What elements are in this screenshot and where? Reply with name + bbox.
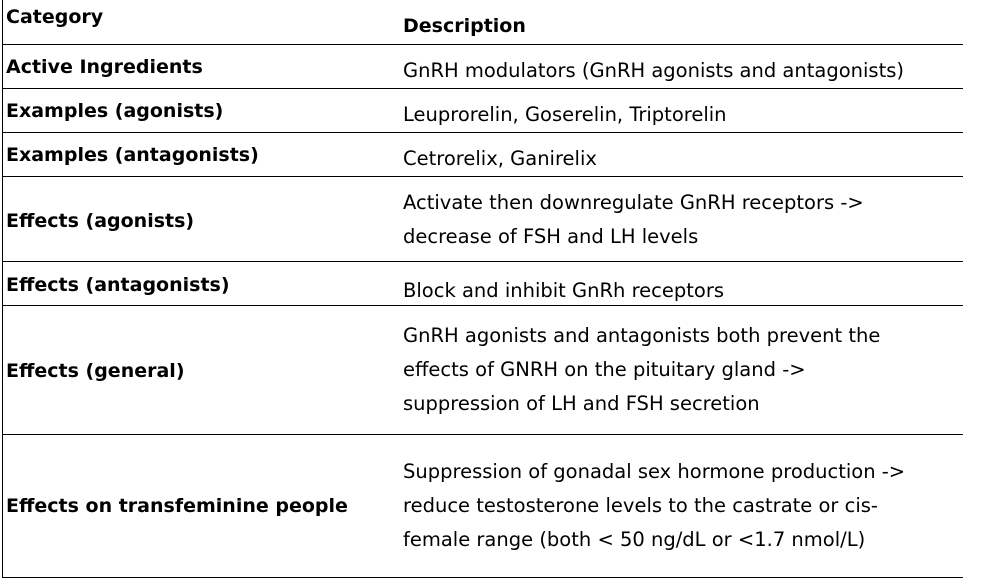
row-category: Examples (agonists) [6,100,224,122]
table-row [0,45,992,88]
description-line: Activate then downregulate GnRH receptors -> [403,191,864,214]
row-category: Effects (antagonists) [6,274,230,296]
table-header-row [0,0,992,44]
description-line: decrease of FSH and LH levels [403,225,699,248]
header-category: Category [6,6,104,28]
description-line: Block and inhibit GnRh receptors [403,279,725,302]
description-line: effects of GNRH on the pituitary gland -> [403,358,806,381]
row-description [403,319,963,421]
table-row [0,177,992,261]
row-category: Examples (antagonists) [6,144,259,166]
description-line: Suppression of gonadal sex hormone production -> [403,460,906,483]
table-row [0,262,992,305]
description-line: Cetrorelix, Ganirelix [403,147,597,170]
row-description [403,54,963,88]
description-line: GnRH agonists and antagonists both prevent the [403,324,881,347]
description-line: suppression of LH and FSH secretion [403,392,760,415]
description-line: reduce testosterone levels to the castrate or cis- [403,494,878,517]
row-category: Active Ingredients [6,56,203,78]
table-row [0,133,992,176]
row-description [403,455,963,557]
table-row [0,306,992,434]
description-line: female range (both < 50 ng/dL or <1.7 nmol/L) [403,528,866,551]
row-category: Effects (agonists) [6,210,195,232]
row-description [403,186,963,254]
table-row [0,435,992,577]
description-line: GnRH modulators (GnRH agonists and antagonists) [403,59,904,82]
row-category: Effects on transfeminine people [6,495,348,517]
row-description [403,142,963,176]
row-divider [2,577,963,578]
row-category: Effects (general) [6,360,185,382]
header-description: Description [403,15,526,37]
description-line: Leuprorelin, Goserelin, Triptorelin [403,103,727,126]
table-row [0,89,992,132]
row-description [403,98,963,132]
row-description [403,274,963,308]
